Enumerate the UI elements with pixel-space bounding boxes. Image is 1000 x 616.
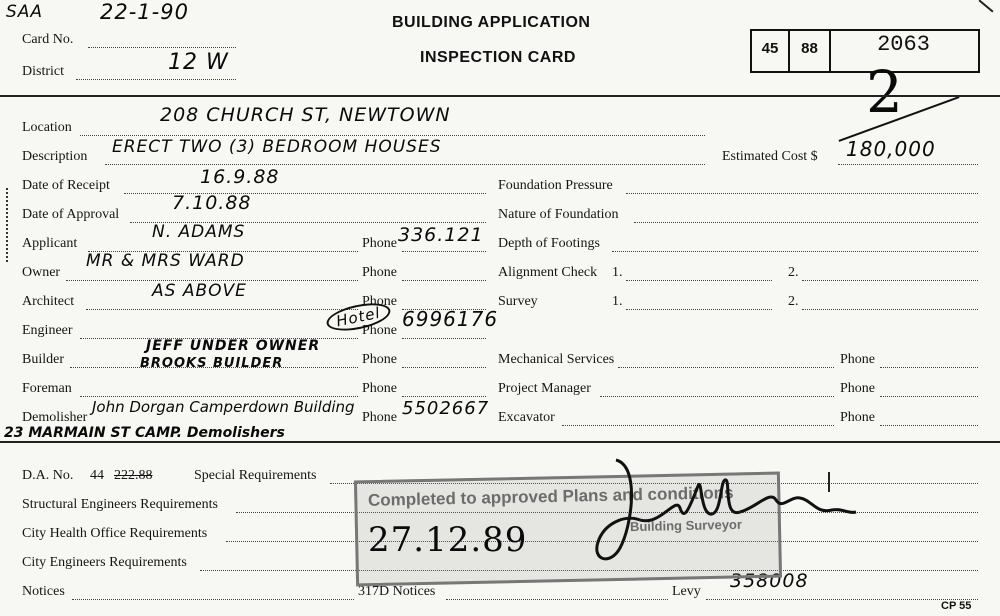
builder-label: Builder (22, 352, 64, 367)
mechanical-label: Mechanical Services (498, 352, 615, 367)
engineer-circled-note: Hotel (324, 299, 392, 336)
saa-date: 22-1-90 (100, 0, 189, 24)
title-line1: BUILDING APPLICATION (392, 14, 591, 31)
notices-317d-line (446, 599, 668, 600)
applicant-phone-value: 336.121 (398, 224, 484, 246)
mechanical-phone-line (880, 367, 978, 368)
description-label: Description (22, 149, 88, 164)
applicant-value: N. ADAMS (152, 222, 246, 242)
description-line (105, 164, 705, 165)
nature-foundation-label: Nature of Foundation (498, 207, 619, 222)
excavator-phone-label: Phone (840, 410, 875, 425)
district-line (76, 79, 236, 80)
estimated-cost-line (838, 164, 978, 165)
corner-number: 2 (866, 58, 904, 126)
card-no-label: Card No. (22, 32, 74, 47)
district-label: District (22, 64, 64, 79)
title-line2: INSPECTION CARD (420, 49, 576, 66)
estimated-cost-label: Estimated Cost $ (722, 149, 818, 164)
mechanical-phone-label: Phone (840, 352, 875, 367)
da-value: 222.88 (114, 468, 153, 483)
excavator-line (562, 425, 834, 426)
applicant-phone-label: Phone (362, 236, 397, 251)
demolisher-phone-label: Phone (362, 410, 397, 425)
foreman-phone-line (402, 396, 486, 397)
engineer-phone-value: 6996176 (402, 307, 499, 331)
left-margin-dots (6, 188, 8, 262)
stamp-surveyor-text: Building Surveyor (629, 516, 743, 535)
da-prefix: 44 (90, 468, 104, 483)
nature-foundation-line (634, 222, 978, 223)
levy-label: Levy (672, 584, 701, 599)
corner-tick (978, 0, 993, 13)
alignment-2-label: 2. (788, 265, 799, 280)
stamp-completed-text: Completed to approved Plans and conditions (367, 483, 734, 510)
builder-phone-line (402, 367, 486, 368)
foundation-pressure-line (626, 193, 978, 194)
notices-label: Notices (22, 584, 65, 599)
survey-1-label: 1. (612, 294, 623, 309)
structural-label: Structural Engineers Requirements (22, 497, 218, 512)
date-receipt-value: 16.9.88 (200, 166, 280, 188)
depth-footings-label: Depth of Footings (498, 236, 600, 251)
da-label: D.A. No. (22, 468, 74, 483)
owner-phone-label: Phone (362, 265, 397, 280)
special-requirements-label: Special Requirements (194, 468, 317, 483)
date-receipt-label: Date of Receipt (22, 178, 110, 193)
foreman-phone-label: Phone (362, 381, 397, 396)
applicant-label: Applicant (22, 236, 78, 251)
foreman-label: Foreman (22, 381, 72, 396)
engineer-label: Engineer (22, 323, 73, 338)
description-value: ERECT TWO (3) BEDROOM HOUSES (112, 137, 442, 157)
survey-2-label: 2. (788, 294, 799, 309)
demolisher-value: John Dorgan Camperdown Building (92, 398, 355, 416)
location-line (80, 135, 705, 136)
foreman-line (80, 396, 358, 397)
architect-phone-label: Phone (362, 294, 397, 309)
alignment-check-label: Alignment Check (498, 265, 598, 280)
alignment-2-line (802, 280, 978, 281)
owner-label: Owner (22, 265, 61, 280)
survey-2-line (802, 309, 978, 310)
rule-top (0, 95, 1000, 97)
date-approval-value: 7.10.88 (172, 192, 252, 214)
builder-phone-label: Phone (362, 352, 397, 367)
footer-code: CP 55 (941, 600, 972, 612)
notices-line (72, 599, 354, 600)
engineer-phone-label: Phone (362, 323, 397, 338)
foundation-pressure-label: Foundation Pressure (498, 178, 613, 193)
card-no-line (88, 47, 236, 48)
box-cell-a: 45 (761, 40, 779, 57)
levy-line (706, 599, 978, 600)
project-manager-label: Project Manager (498, 381, 591, 396)
stamp-date: 27.12.89 (368, 520, 528, 560)
alignment-1-label: 1. (612, 265, 623, 280)
project-phone-label: Phone (840, 381, 875, 396)
excavator-label: Excavator (498, 410, 555, 425)
survey-label: Survey (498, 294, 538, 309)
demolisher-address: 23 MARMAIN ST CAMP. Demolishers (4, 425, 285, 441)
architect-value: AS ABOVE (152, 281, 247, 301)
builder-value-2: BROOKS BUILDER (140, 356, 284, 371)
signature-scribble (580, 456, 860, 576)
excavator-phone-line (880, 425, 978, 426)
builder-value: JEFF UNDER OWNER (146, 338, 321, 354)
project-manager-line (600, 396, 834, 397)
owner-phone-line (402, 280, 486, 281)
demolisher-label: Demolisher (22, 410, 88, 425)
box-cell-b: 88 (801, 40, 818, 57)
district-value: 12 W (168, 50, 229, 75)
date-approval-label: Date of Approval (22, 207, 120, 222)
location-label: Location (22, 120, 72, 135)
saa-mark: SAA (6, 2, 44, 22)
tick-mark (828, 472, 830, 492)
project-phone-line (880, 396, 978, 397)
health-label: City Health Office Requirements (22, 526, 208, 541)
architect-line (86, 309, 358, 310)
engineer-phone-line (402, 338, 486, 339)
owner-value: MR & MRS WARD (86, 251, 245, 271)
notices-317d-label: 317D Notices (358, 584, 436, 599)
demolisher-phone-value: 5502667 (402, 398, 490, 419)
alignment-1-line (626, 280, 772, 281)
depth-footings-line (612, 251, 978, 252)
rule-middle (0, 441, 1000, 443)
levy-value: 358008 (730, 570, 809, 592)
applicant-phone-line (402, 251, 486, 252)
estimated-cost-value: 180,000 (846, 137, 936, 161)
city-engineers-label: City Engineers Requirements (22, 555, 187, 570)
architect-label: Architect (22, 294, 75, 309)
location-value: 208 CHURCH ST, NEWTOWN (160, 104, 451, 126)
survey-1-line (626, 309, 772, 310)
mechanical-line (618, 367, 834, 368)
box-cell-c: 2063 (877, 32, 930, 57)
